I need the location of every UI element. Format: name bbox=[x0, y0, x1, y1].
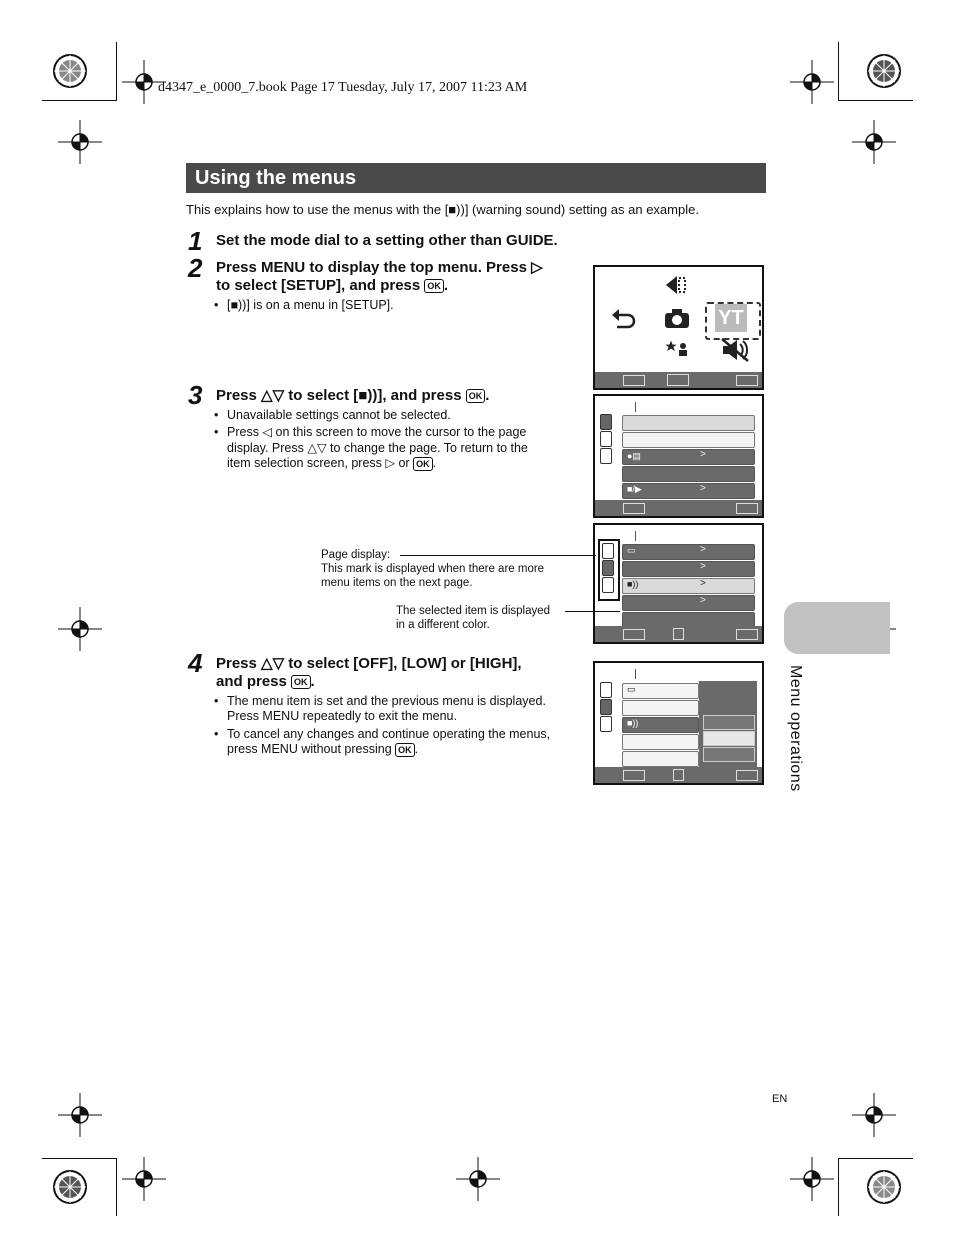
ok-button-icon: OK bbox=[413, 457, 433, 471]
camera-top-menu-screen bbox=[593, 265, 764, 390]
bullet-item: • Press ◁ on this screen to move the cursor to the page bbox=[214, 425, 527, 439]
bullet-item: • The menu item is set and the previous menu is displayed. bbox=[214, 694, 546, 708]
crosshair-mark bbox=[122, 1157, 166, 1201]
step-text-cont: Press △▽ to select [■))], and press OK . bbox=[216, 387, 490, 404]
registration-mark bbox=[864, 1167, 904, 1207]
crosshair-mark bbox=[58, 607, 102, 651]
back-arrow-icon bbox=[611, 307, 637, 329]
crosshair-mark bbox=[456, 1157, 500, 1201]
step-text-cont: to select [SETUP], and press OK . bbox=[216, 277, 449, 294]
bullet-item: • Unavailable settings cannot be selected. bbox=[214, 408, 451, 422]
callout-page-display: Page display: This mark is displayed when there are more menu items on the next page. bbox=[321, 549, 545, 589]
step-number: 2 bbox=[188, 253, 203, 283]
callout-line bbox=[400, 555, 596, 556]
crosshair-mark bbox=[790, 60, 834, 104]
crosshair-mark bbox=[58, 120, 102, 164]
setup-page2-screen: ▭ > > ■)) > > bbox=[593, 523, 764, 644]
step-number: 1 bbox=[188, 226, 203, 256]
registration-mark bbox=[50, 51, 90, 91]
speaker-mute-icon bbox=[720, 337, 750, 363]
step-text-cont: and press OK . bbox=[216, 673, 315, 690]
step-text: Press MENU to display the top menu. Press ▷ bbox=[216, 259, 543, 276]
step-number: 3 bbox=[188, 380, 203, 410]
chapter-side-label: Menu operations bbox=[787, 665, 804, 792]
display-icon: ▭ bbox=[627, 684, 636, 694]
camera-icon bbox=[663, 307, 691, 329]
camera-playback-icon: ■/▶ bbox=[627, 484, 642, 494]
bullet-item-cont: press MENU without pressing OK . bbox=[227, 742, 419, 756]
chapter-side-tab bbox=[784, 602, 890, 654]
sound-icon: ■)) bbox=[627, 579, 639, 589]
scene-icon bbox=[665, 339, 689, 357]
crosshair-mark bbox=[58, 1093, 102, 1137]
step-number: 4 bbox=[188, 648, 203, 678]
section-title: Using the menus bbox=[195, 167, 357, 189]
ok-button-icon: OK bbox=[466, 389, 486, 403]
registration-mark bbox=[50, 1167, 90, 1207]
display-icon: ▭ bbox=[627, 545, 636, 555]
bullet-item: • To cancel any changes and continue operating the menus, bbox=[214, 727, 551, 741]
crosshair-mark bbox=[852, 1093, 896, 1137]
image-quality-icon bbox=[663, 273, 689, 297]
bullet-item-cont: item selection screen, press ▷ or OK . bbox=[227, 456, 437, 470]
ok-button-icon: OK bbox=[395, 743, 415, 757]
registration-mark bbox=[864, 51, 904, 91]
bullet-item: • [■))] is on a menu in [SETUP]. bbox=[214, 298, 394, 312]
bullet-item-cont: Press MENU repeatedly to exit the menu. bbox=[227, 709, 457, 723]
setup-wrench-icon: YT bbox=[715, 304, 747, 332]
setup-menu-screen: ●▤ > ■/▶ > bbox=[593, 394, 764, 518]
callout-selected: The selected item is displayed in a different color. bbox=[396, 605, 551, 631]
print-header: d4347_e_0000_7.book Page 17 Tuesday, July 17, 2007 11:23 AM bbox=[158, 80, 528, 95]
step-text: Press △▽ to select [OFF], [LOW] or [HIGH], bbox=[216, 655, 522, 672]
crosshair-mark bbox=[852, 120, 896, 164]
step-text: Set the mode dial to a setting other than GUIDE. bbox=[216, 232, 558, 249]
sound-icon: ■)) bbox=[627, 718, 639, 728]
intro-text: This explains how to use the menus with the [■))] (warning sound) setting as an example. bbox=[186, 202, 699, 217]
callout-line bbox=[565, 611, 620, 612]
section-title-bar bbox=[186, 163, 766, 193]
language-label: EN bbox=[772, 1093, 788, 1105]
ok-button-icon: OK bbox=[424, 279, 444, 293]
bullet-item-cont: display. Press △▽ to change the page. To return to the bbox=[227, 441, 528, 455]
crosshair-mark bbox=[790, 1157, 834, 1201]
language-icon: ●▤ bbox=[627, 451, 641, 461]
sound-options-screen bbox=[593, 661, 764, 785]
ok-button-icon: OK bbox=[291, 675, 311, 689]
